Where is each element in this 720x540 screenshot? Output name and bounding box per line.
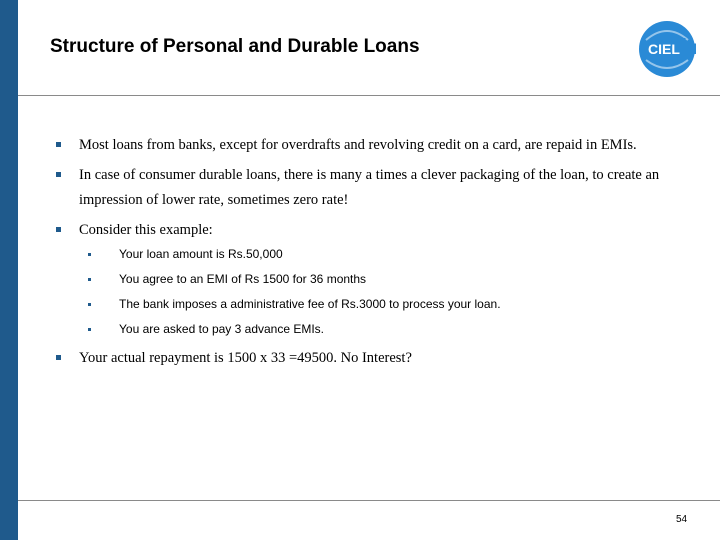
sub-bullet-item — [52, 296, 692, 313]
sub-bullet-item — [52, 271, 692, 288]
square-bullet-icon — [56, 227, 61, 232]
square-bullet-icon — [56, 172, 61, 177]
bullet-item — [52, 218, 692, 243]
bullet-text: Your actual repayment is 1500 x 33 =49500. No Interest? — [79, 350, 412, 366]
bullet-text: In case of consumer durable loans, there is many a times a clever packaging of the loan, to create an impression of lower rate, sometimes zero rate! — [79, 167, 660, 208]
small-square-bullet-icon — [88, 278, 91, 281]
sub-bullet-item — [52, 321, 692, 338]
small-square-bullet-icon — [88, 328, 91, 331]
bullet-item-final — [52, 346, 692, 371]
small-square-bullet-icon — [88, 303, 91, 306]
ciel-logo — [636, 18, 698, 80]
sub-bullet-item — [52, 246, 692, 263]
sub-bullet-text: You agree to an EMI of Rs 1500 for 36 months — [119, 272, 367, 286]
square-bullet-icon — [56, 142, 61, 147]
left-accent-bar — [0, 0, 18, 540]
sub-bullet-text: You are asked to pay 3 advance EMIs. — [119, 322, 325, 336]
small-square-bullet-icon — [88, 253, 91, 256]
bullet-text: Most loans from banks, except for overdrafts and revolving credit on a card, are repaid in EMIs. — [79, 137, 637, 153]
logo-wordmark: CIEL — [648, 41, 680, 57]
footer-divider — [18, 500, 720, 501]
slide-title: Structure of Personal and Durable Loans — [50, 36, 420, 57]
header-divider — [18, 95, 720, 96]
bullet-text: Consider this example: — [79, 222, 213, 238]
bullet-item — [52, 133, 692, 158]
sub-bullet-text: Your loan amount is Rs.50,000 — [119, 247, 283, 261]
slide-content — [52, 133, 692, 371]
square-bullet-icon — [56, 355, 61, 360]
bullet-item — [52, 163, 692, 213]
sub-bullet-text: The bank imposes a administrative fee of Rs.3000 to process your loan. — [119, 297, 501, 311]
page-number: 54 — [676, 514, 688, 525]
